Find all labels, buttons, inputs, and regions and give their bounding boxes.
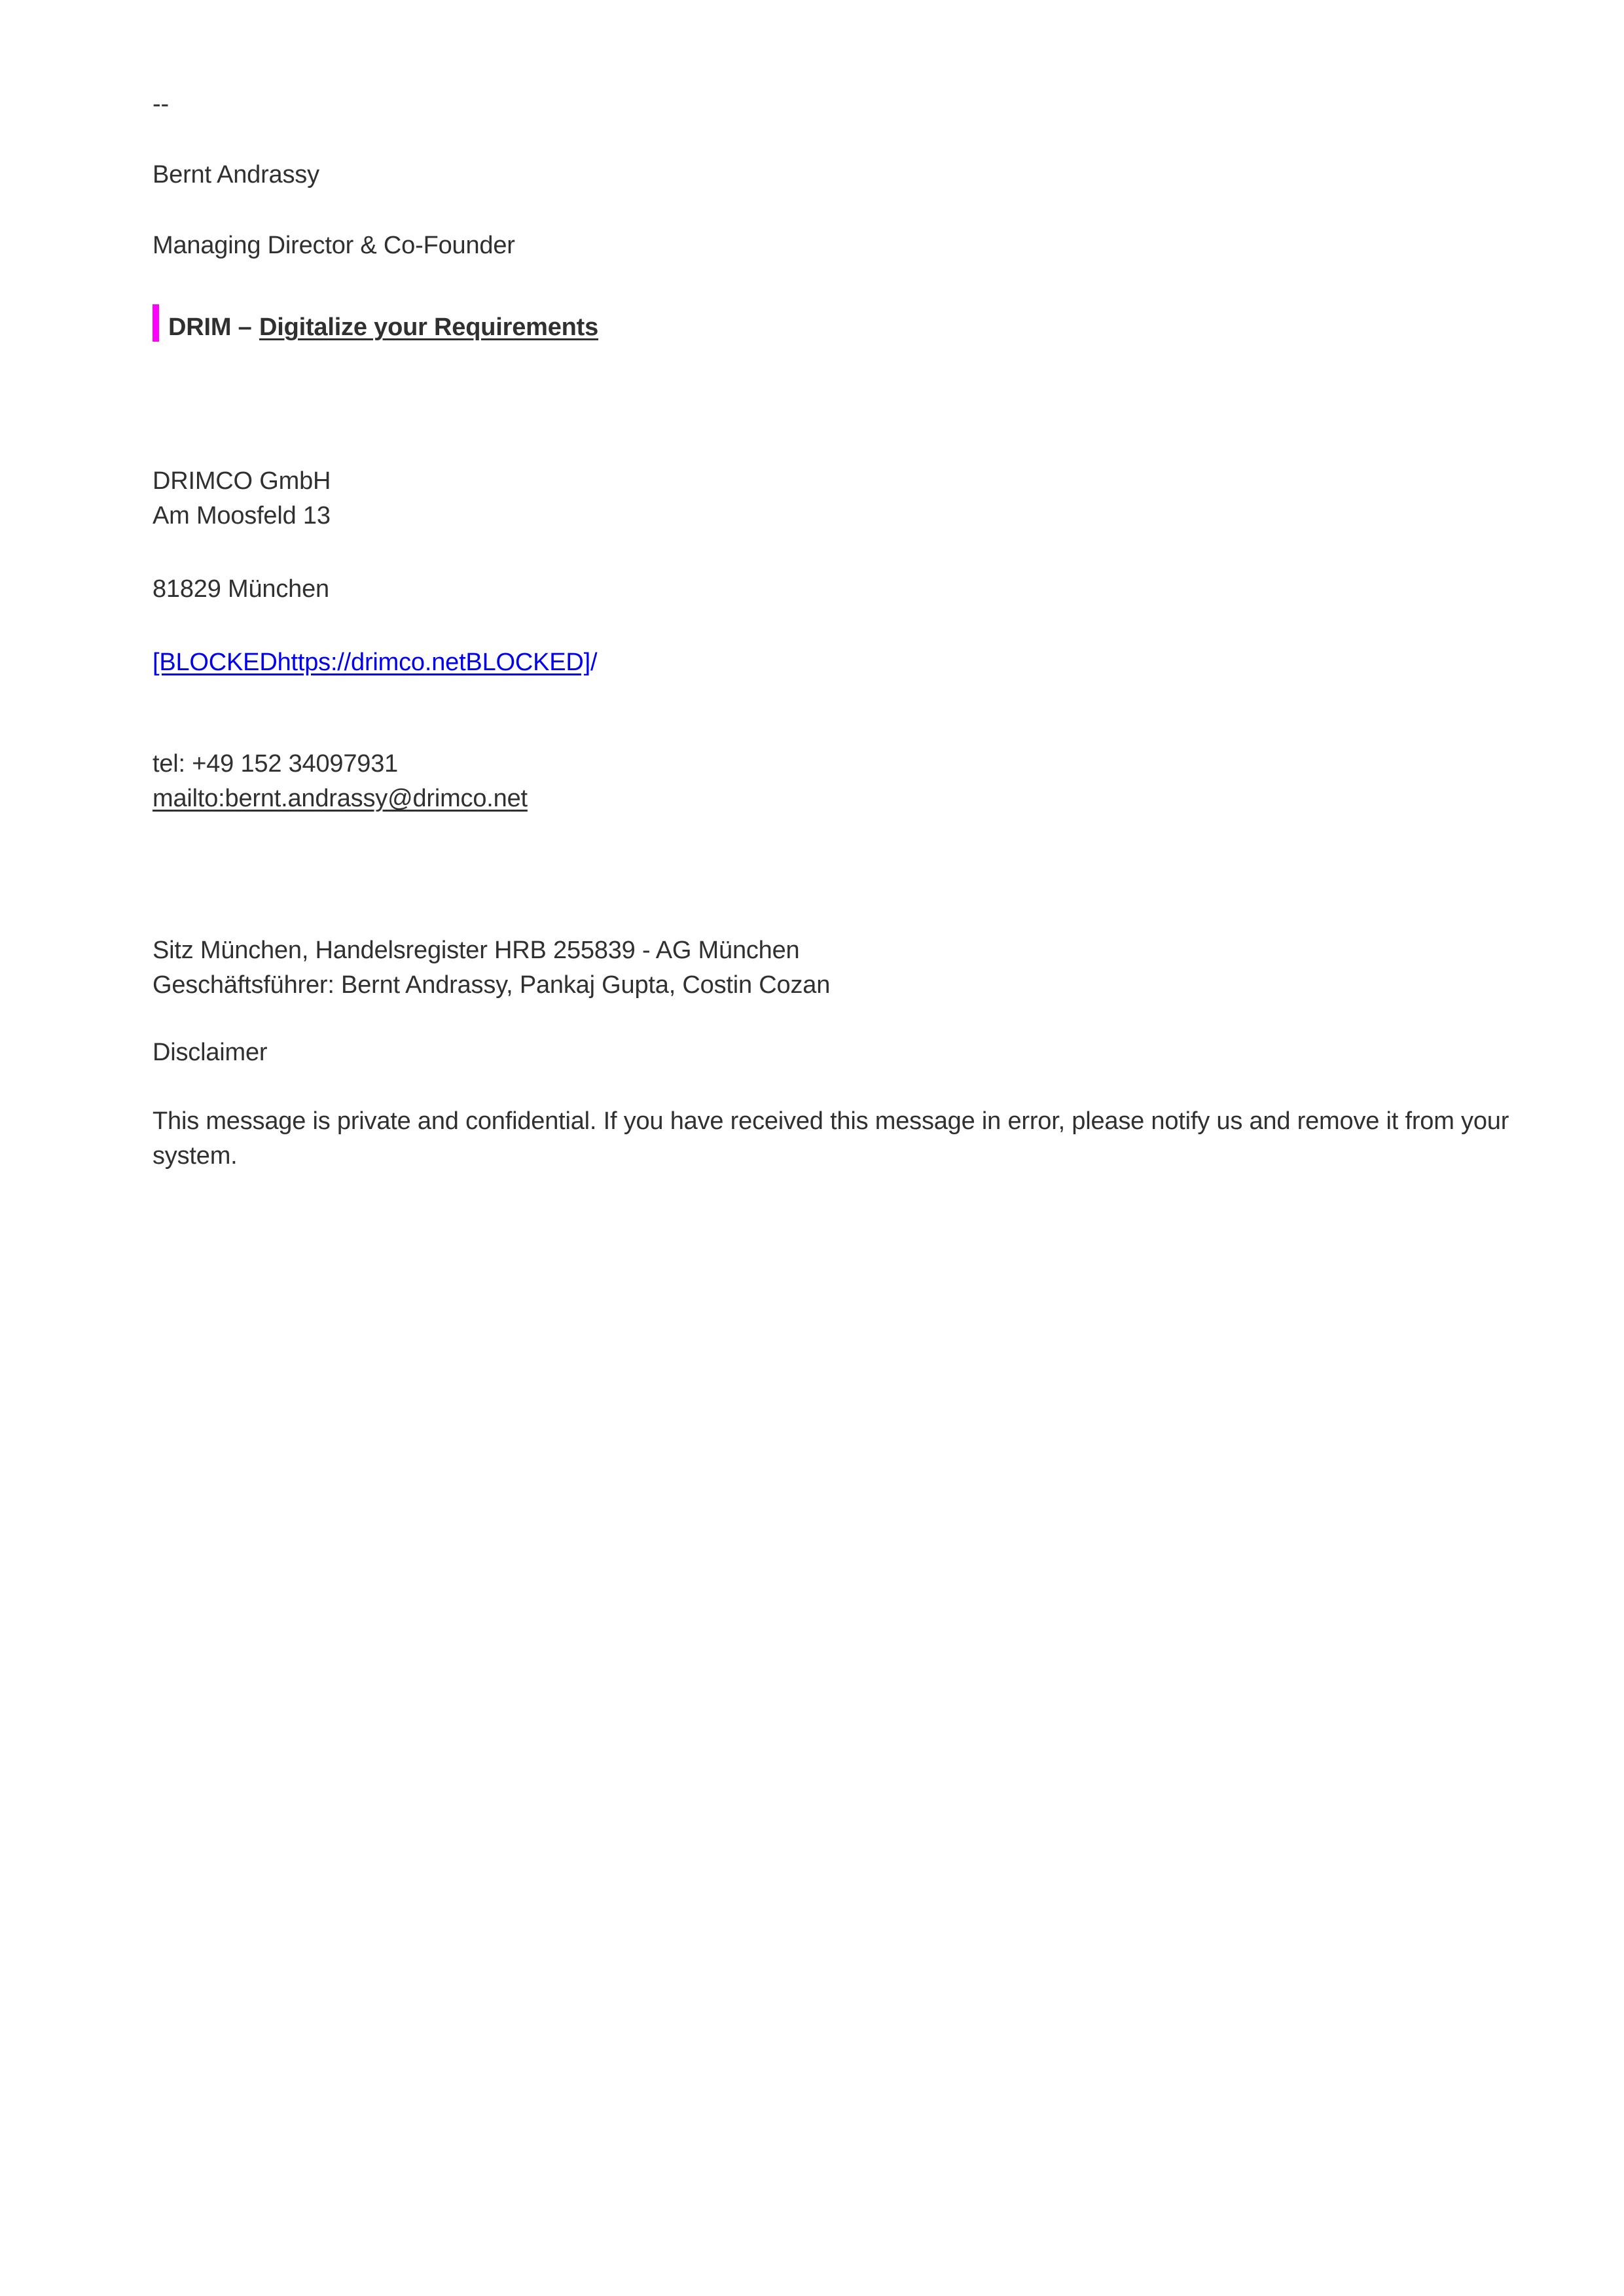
phone-number: tel: +49 152 34097931 (153, 750, 399, 778)
brand-line (153, 310, 598, 345)
legal-registration: Sitz München, Handelsregister HRB 255839 - AG München (153, 937, 800, 964)
sender-title: Managing Director & Co-Founder (153, 232, 515, 259)
legal-block (153, 933, 830, 1003)
email-link[interactable]: mailto:bernt.andrassy@drimco.net (153, 785, 528, 812)
contact-block (153, 747, 528, 816)
company-street: Am Moosfeld 13 (153, 502, 331, 529)
company-address-block (153, 464, 331, 533)
disclaimer-text: This message is private and confidential. If you have received this message in error, please notify us and remove it from your system. (153, 1107, 1509, 1170)
website-line (153, 645, 597, 680)
signature-separator: -- (153, 90, 169, 118)
website-link-suffix: / (590, 649, 598, 676)
sender-name: Bernt Andrassy (153, 161, 319, 188)
brand-tagline-link[interactable]: Digitalize your Requirements (259, 314, 599, 341)
brand-accent-bar (153, 304, 159, 342)
brand-prefix: DRIM – (168, 314, 252, 341)
website-link[interactable] (153, 649, 597, 676)
company-city: 81829 München (153, 575, 329, 603)
company-name: DRIMCO GmbH (153, 467, 331, 495)
legal-directors: Geschäftsführer: Bernt Andrassy, Pankaj Gupta, Costin Cozan (153, 971, 831, 999)
website-link-text: [BLOCKEDhttps://drimco.netBLOCKED] (153, 649, 590, 676)
disclaimer-heading: Disclaimer (153, 1039, 268, 1066)
